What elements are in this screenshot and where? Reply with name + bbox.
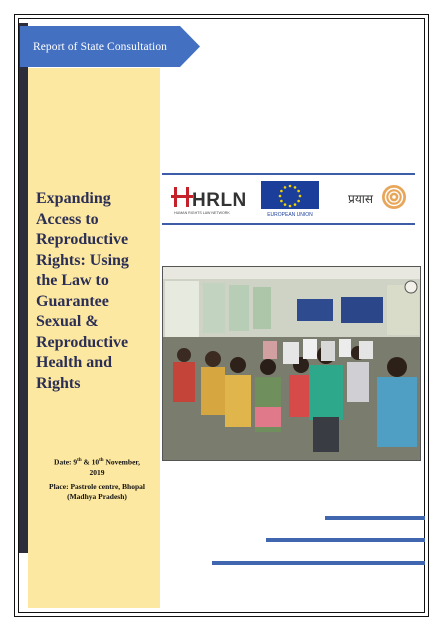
title-line: Access to <box>36 210 99 228</box>
banner-label: Report of State Consultation <box>32 40 168 53</box>
decorative-line <box>325 516 425 520</box>
svg-text:HUMAN RIGHTS LAW NETWORK: HUMAN RIGHTS LAW NETWORK <box>174 211 230 215</box>
title-line: Rights <box>36 374 81 392</box>
svg-text:EUROPEAN UNION: EUROPEAN UNION <box>267 212 313 218</box>
left-accent-bar <box>19 23 28 553</box>
document-title <box>36 189 158 394</box>
title-line: Expanding <box>36 190 111 207</box>
title-line: Sexual & <box>36 313 99 330</box>
hrln-logo <box>171 187 247 215</box>
title-line: Guarantee <box>36 292 109 310</box>
eu-flag-logo <box>261 181 319 218</box>
event-date: Date: 9th & 10th November, 2019 <box>54 457 140 477</box>
title-line: Rights: Using <box>36 251 129 269</box>
event-place: Place: Pastrole centre, Bhopal (Madhya Pradesh) <box>49 481 145 501</box>
title-line: the Law to <box>36 272 109 289</box>
svg-text:HRLN: HRLN <box>192 190 247 211</box>
prayas-logo <box>348 185 406 209</box>
decorative-line <box>266 538 425 542</box>
consultation-photo <box>162 266 421 461</box>
event-details <box>36 456 158 506</box>
title-line: Health and <box>36 354 113 371</box>
svg-text:प्रयास: प्रयास <box>348 192 374 206</box>
title-line: Reproductive <box>36 333 129 351</box>
partner-logos <box>162 173 415 225</box>
title-line: Reproductive <box>36 231 129 248</box>
decorative-line <box>212 561 425 565</box>
